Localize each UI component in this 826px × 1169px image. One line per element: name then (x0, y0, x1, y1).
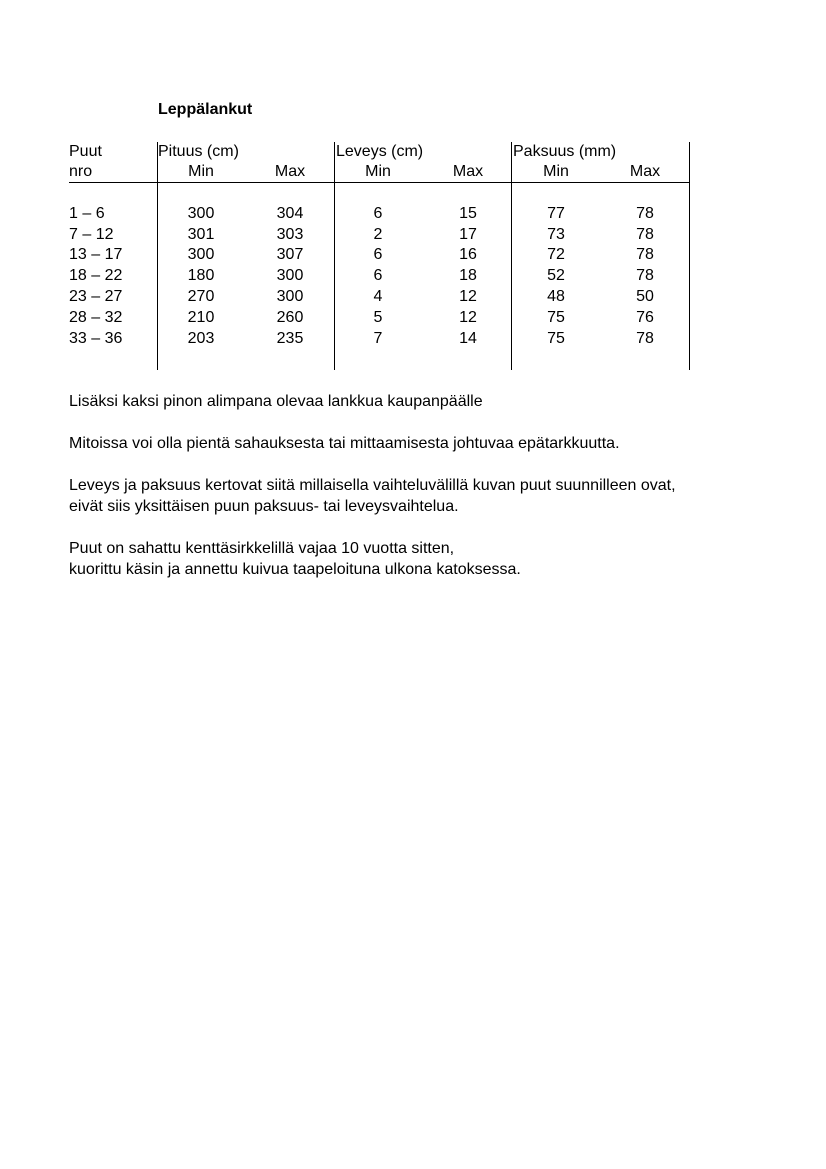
cell-leveys-min: 7 (373, 330, 383, 347)
cell-pituus-min: 301 (187, 226, 215, 243)
cell-pituus-max: 300 (276, 267, 304, 284)
column-divider (334, 142, 335, 370)
cell-paksuus-min: 52 (547, 267, 565, 284)
header-pituus-max: Max (274, 163, 306, 180)
cell-paksuus-min: 48 (547, 288, 565, 305)
header-pituus-min: Min (188, 163, 214, 180)
cell-nro: 1 – 6 (69, 205, 105, 222)
note-line: Leveys ja paksuus kertovat siitä millaisella vaihteluvälillä kuvan puut suunnilleen ovat, (69, 477, 676, 494)
cell-leveys-max: 12 (459, 288, 477, 305)
cell-leveys-max: 18 (459, 267, 477, 284)
note-paragraph (69, 538, 521, 580)
cell-leveys-min: 6 (373, 246, 383, 263)
header-nro: nro (69, 163, 93, 180)
cell-pituus-min: 300 (187, 246, 215, 263)
note-paragraph (69, 433, 620, 454)
note-line: Puut on sahattu kenttäsirkkelillä vajaa 10 vuotta sitten, (69, 540, 455, 557)
cell-pituus-max: 307 (276, 246, 304, 263)
note-line: Lisäksi kaksi pinon alimpana olevaa lankkua kaupanpäälle (69, 393, 483, 410)
header-leveys-max: Max (452, 163, 484, 180)
column-divider (157, 142, 158, 370)
cell-leveys-min: 2 (373, 226, 383, 243)
cell-paksuus-max: 78 (636, 226, 654, 243)
cell-paksuus-max: 78 (636, 267, 654, 284)
header-pituus: Pituus (cm) (158, 143, 239, 160)
note-paragraph (69, 475, 676, 517)
header-paksuus-min: Min (543, 163, 569, 180)
cell-paksuus-min: 75 (547, 330, 565, 347)
cell-pituus-min: 270 (187, 288, 215, 305)
note-line: eivät siis yksittäisen puun paksuus- tai leveysvaihtelua. (69, 498, 459, 515)
header-leveys: Leveys (cm) (336, 143, 424, 160)
cell-pituus-min: 180 (187, 267, 215, 284)
cell-paksuus-max: 50 (636, 288, 654, 305)
cell-paksuus-max: 78 (636, 205, 654, 222)
header-leveys-min: Min (365, 163, 391, 180)
cell-leveys-max: 17 (459, 226, 477, 243)
header-rule (69, 182, 690, 183)
cell-paksuus-max: 76 (636, 309, 654, 326)
cell-nro: 33 – 36 (69, 330, 123, 347)
cell-paksuus-min: 77 (547, 205, 565, 222)
cell-leveys-max: 16 (459, 246, 477, 263)
cell-leveys-min: 4 (373, 288, 383, 305)
cell-leveys-min: 6 (373, 267, 383, 284)
cell-pituus-max: 304 (276, 205, 304, 222)
cell-pituus-min: 203 (187, 330, 215, 347)
cell-paksuus-min: 75 (547, 309, 565, 326)
header-paksuus-max: Max (629, 163, 661, 180)
cell-paksuus-max: 78 (636, 330, 654, 347)
cell-nro: 28 – 32 (69, 309, 123, 326)
cell-pituus-max: 300 (276, 288, 304, 305)
cell-nro: 23 – 27 (69, 288, 123, 305)
cell-leveys-max: 15 (459, 205, 477, 222)
cell-pituus-min: 210 (187, 309, 215, 326)
note-line: Mitoissa voi olla pientä sahauksesta tai mittaamisesta johtuvaa epätarkkuutta. (69, 435, 620, 452)
cell-pituus-min: 300 (187, 205, 215, 222)
cell-paksuus-min: 73 (547, 226, 565, 243)
cell-leveys-max: 12 (459, 309, 477, 326)
cell-pituus-max: 303 (276, 226, 304, 243)
cell-leveys-min: 5 (373, 309, 383, 326)
note-paragraph (69, 391, 483, 412)
cell-paksuus-min: 72 (547, 246, 565, 263)
cell-pituus-max: 260 (276, 309, 304, 326)
column-divider (689, 142, 690, 370)
cell-leveys-max: 14 (459, 330, 477, 347)
column-divider (511, 142, 512, 370)
cell-nro: 18 – 22 (69, 267, 123, 284)
cell-pituus-max: 235 (276, 330, 304, 347)
note-line: kuorittu käsin ja annettu kuivua taapeloituna ulkona katoksessa. (69, 561, 521, 578)
document-title: Leppälankut (158, 101, 253, 118)
cell-paksuus-max: 78 (636, 246, 654, 263)
cell-leveys-min: 6 (373, 205, 383, 222)
cell-nro: 7 – 12 (69, 226, 114, 243)
header-paksuus: Paksuus (mm) (513, 143, 617, 160)
cell-nro: 13 – 17 (69, 246, 123, 263)
header-puut: Puut (69, 143, 102, 160)
